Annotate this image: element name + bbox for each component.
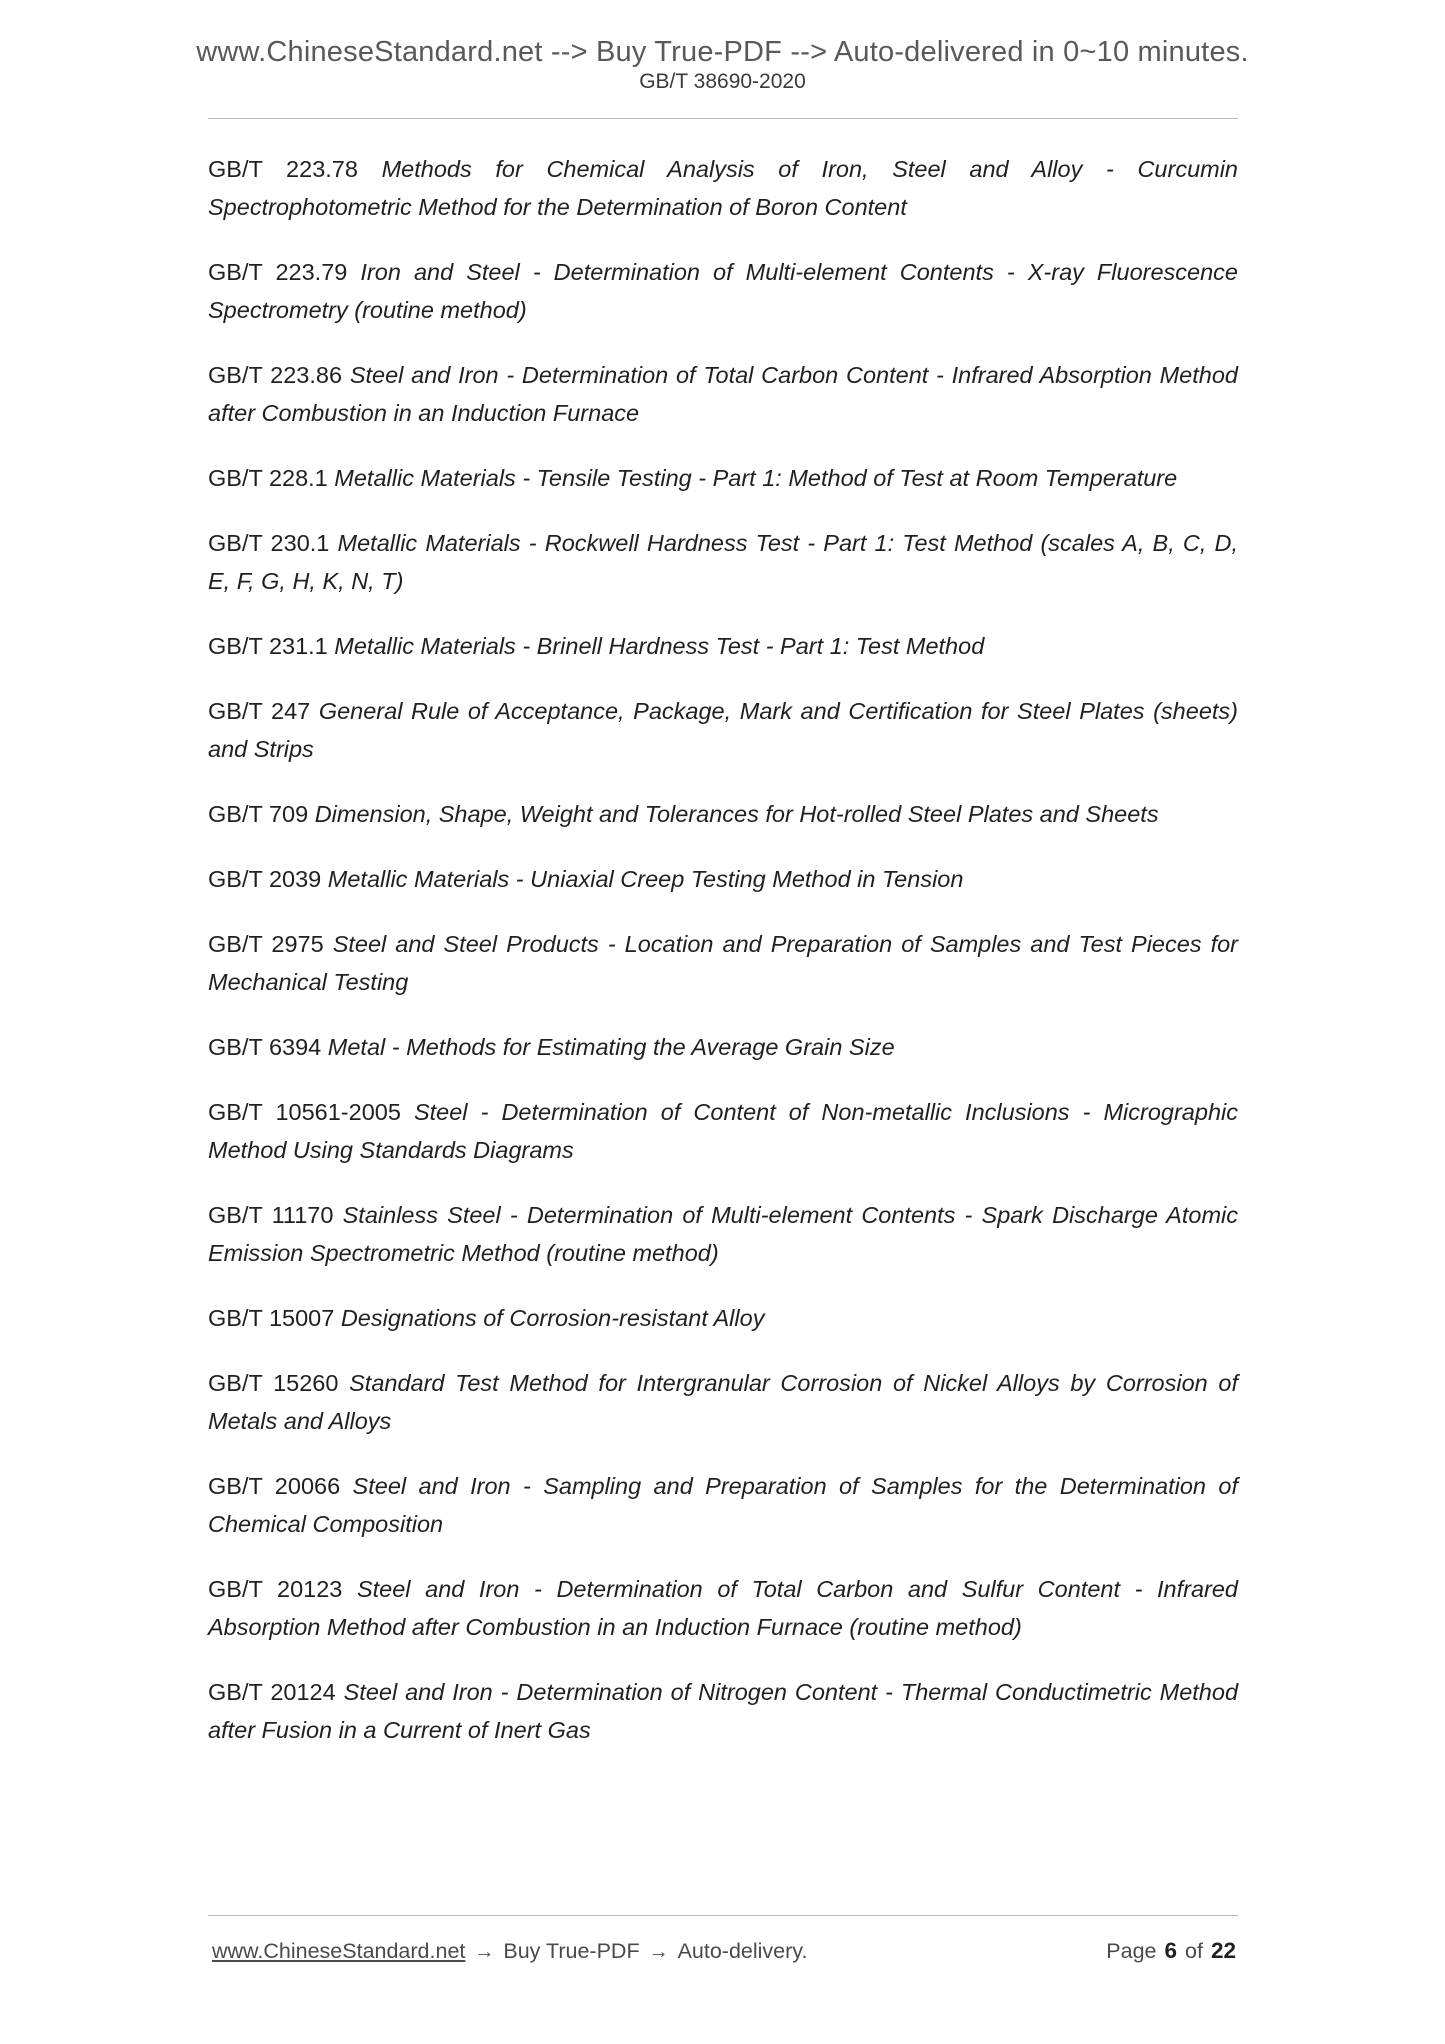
arrow-right-icon: → xyxy=(648,1941,669,1963)
reference-entry xyxy=(208,627,1238,665)
reference-entry xyxy=(208,692,1238,768)
reference-entry xyxy=(208,860,1238,898)
reference-code: GB/T 230.1 xyxy=(208,530,330,556)
reference-title: Metallic Materials - Tensile Testing - Part 1: Method of Test at Room Temperature xyxy=(334,465,1178,491)
reference-code: GB/T 709 xyxy=(208,801,309,827)
reference-code: GB/T 10561-2005 xyxy=(208,1099,401,1125)
reference-entry xyxy=(208,253,1238,329)
reference-title: Metal - Methods for Estimating the Average Grain Size xyxy=(327,1034,895,1060)
reference-code: GB/T 223.79 xyxy=(208,259,348,285)
reference-code: GB/T 2039 xyxy=(208,866,322,892)
page-label: Page xyxy=(1106,1939,1157,1963)
reference-entry xyxy=(208,1299,1238,1337)
arrow-right-icon: → xyxy=(474,1941,495,1963)
reference-entry xyxy=(208,795,1238,833)
reference-code: GB/T 20066 xyxy=(208,1473,341,1499)
reference-title: Metallic Materials - Rockwell Hardness Test - Part 1: Test Method (scales A, B, C, D, E, F, G, H, K, N, T) xyxy=(208,530,1238,594)
reference-code: GB/T 223.86 xyxy=(208,362,343,388)
reference-entry xyxy=(208,1196,1238,1272)
footer-buy-label[interactable]: Buy True-PDF xyxy=(503,1939,640,1963)
watermark-banner: www.ChineseStandard.net --> Buy True-PDF --> Auto-delivered in 0~10 minutes. xyxy=(196,36,1249,68)
reference-title: General Rule of Acceptance, Package, Mark and Certification for Steel Plates (sheets) and Strips xyxy=(208,698,1238,762)
reference-entry xyxy=(208,524,1238,600)
reference-code: GB/T 2975 xyxy=(208,931,324,957)
reference-entry xyxy=(208,150,1238,226)
reference-code: GB/T 228.1 xyxy=(208,465,328,491)
reference-code: GB/T 15007 xyxy=(208,1305,335,1331)
reference-code: GB/T 11170 xyxy=(208,1202,334,1228)
reference-title: Steel and Steel Products - Location and Preparation of Samples and Test Pieces for Mechanical Testing xyxy=(208,931,1238,995)
reference-title: Metallic Materials - Brinell Hardness Test - Part 1: Test Method xyxy=(334,633,985,659)
reference-entry xyxy=(208,1028,1238,1066)
reference-code: GB/T 231.1 xyxy=(208,633,328,659)
reference-title: Stainless Steel - Determination of Multi-element Contents - Spark Discharge Atomic Emission Spectrometric Method (routine method) xyxy=(208,1202,1239,1266)
reference-code: GB/T 247 xyxy=(208,698,311,724)
reference-entry xyxy=(208,925,1238,1001)
reference-title: Dimension, Shape, Weight and Tolerances for Hot-rolled Steel Plates and Sheets xyxy=(314,801,1159,827)
reference-entry xyxy=(208,1570,1238,1646)
reference-title: Steel - Determination of Content of Non-metallic Inclusions - Micrographic Method Using Standards Diagrams xyxy=(208,1099,1238,1163)
reference-list xyxy=(208,150,1238,1749)
reference-entry xyxy=(208,459,1238,497)
reference-entry xyxy=(208,1467,1238,1543)
reference-title: Iron and Steel - Determination of Multi-element Contents - X-ray Fluorescence Spectrometry (routine method) xyxy=(208,259,1239,323)
footer-site-link[interactable]: www.ChineseStandard.net xyxy=(212,1939,466,1963)
page-footer xyxy=(208,1938,1238,1964)
reference-title: Steel and Iron - Sampling and Preparation of Samples for the Determination of Chemical Composition xyxy=(208,1473,1238,1537)
reference-entry xyxy=(208,356,1238,432)
reference-code: GB/T 6394 xyxy=(208,1034,322,1060)
reference-title: Methods for Chemical Analysis of Iron, Steel and Alloy - Curcumin Spectrophotometric Method for the Determination of Boron Content xyxy=(208,156,1239,220)
page-number: 6 xyxy=(1164,1938,1178,1963)
document-code: GB/T 38690-2020 xyxy=(639,70,806,93)
of-label: of xyxy=(1185,1939,1203,1963)
reference-entry xyxy=(208,1093,1238,1169)
reference-title: Metallic Materials - Uniaxial Creep Testing Method in Tension xyxy=(327,866,964,892)
footer-delivery-label: Auto-delivery. xyxy=(677,1939,808,1963)
reference-code: GB/T 15260 xyxy=(208,1370,339,1396)
reference-title: Steel and Iron - Determination of Total Carbon and Sulfur Content - Infrared Absorption Method after Combustion in an Induction Furnace (routine method) xyxy=(208,1576,1238,1640)
reference-entry xyxy=(208,1364,1238,1440)
page-indicator xyxy=(1106,1938,1236,1964)
reference-title: Steel and Iron - Determination of Total Carbon Content - Infrared Absorption Method after Combustion in an Induction Furnace xyxy=(208,362,1238,426)
reference-code: GB/T 20123 xyxy=(208,1576,343,1602)
footer-divider xyxy=(208,1915,1238,1916)
reference-code: GB/T 20124 xyxy=(208,1679,336,1705)
reference-title: Designations of Corrosion-resistant Alloy xyxy=(340,1305,765,1331)
reference-code: GB/T 223.78 xyxy=(208,156,358,182)
header-divider xyxy=(208,118,1238,119)
total-pages: 22 xyxy=(1210,1938,1236,1963)
reference-title: Standard Test Method for Intergranular Corrosion of Nickel Alloys by Corrosion of Metals and Alloys xyxy=(208,1370,1238,1434)
footer-links xyxy=(212,1939,807,1964)
reference-title: Steel and Iron - Determination of Nitrogen Content - Thermal Conductimetric Method after Fusion in a Current of Inert Gas xyxy=(208,1679,1239,1743)
reference-entry xyxy=(208,1673,1238,1749)
